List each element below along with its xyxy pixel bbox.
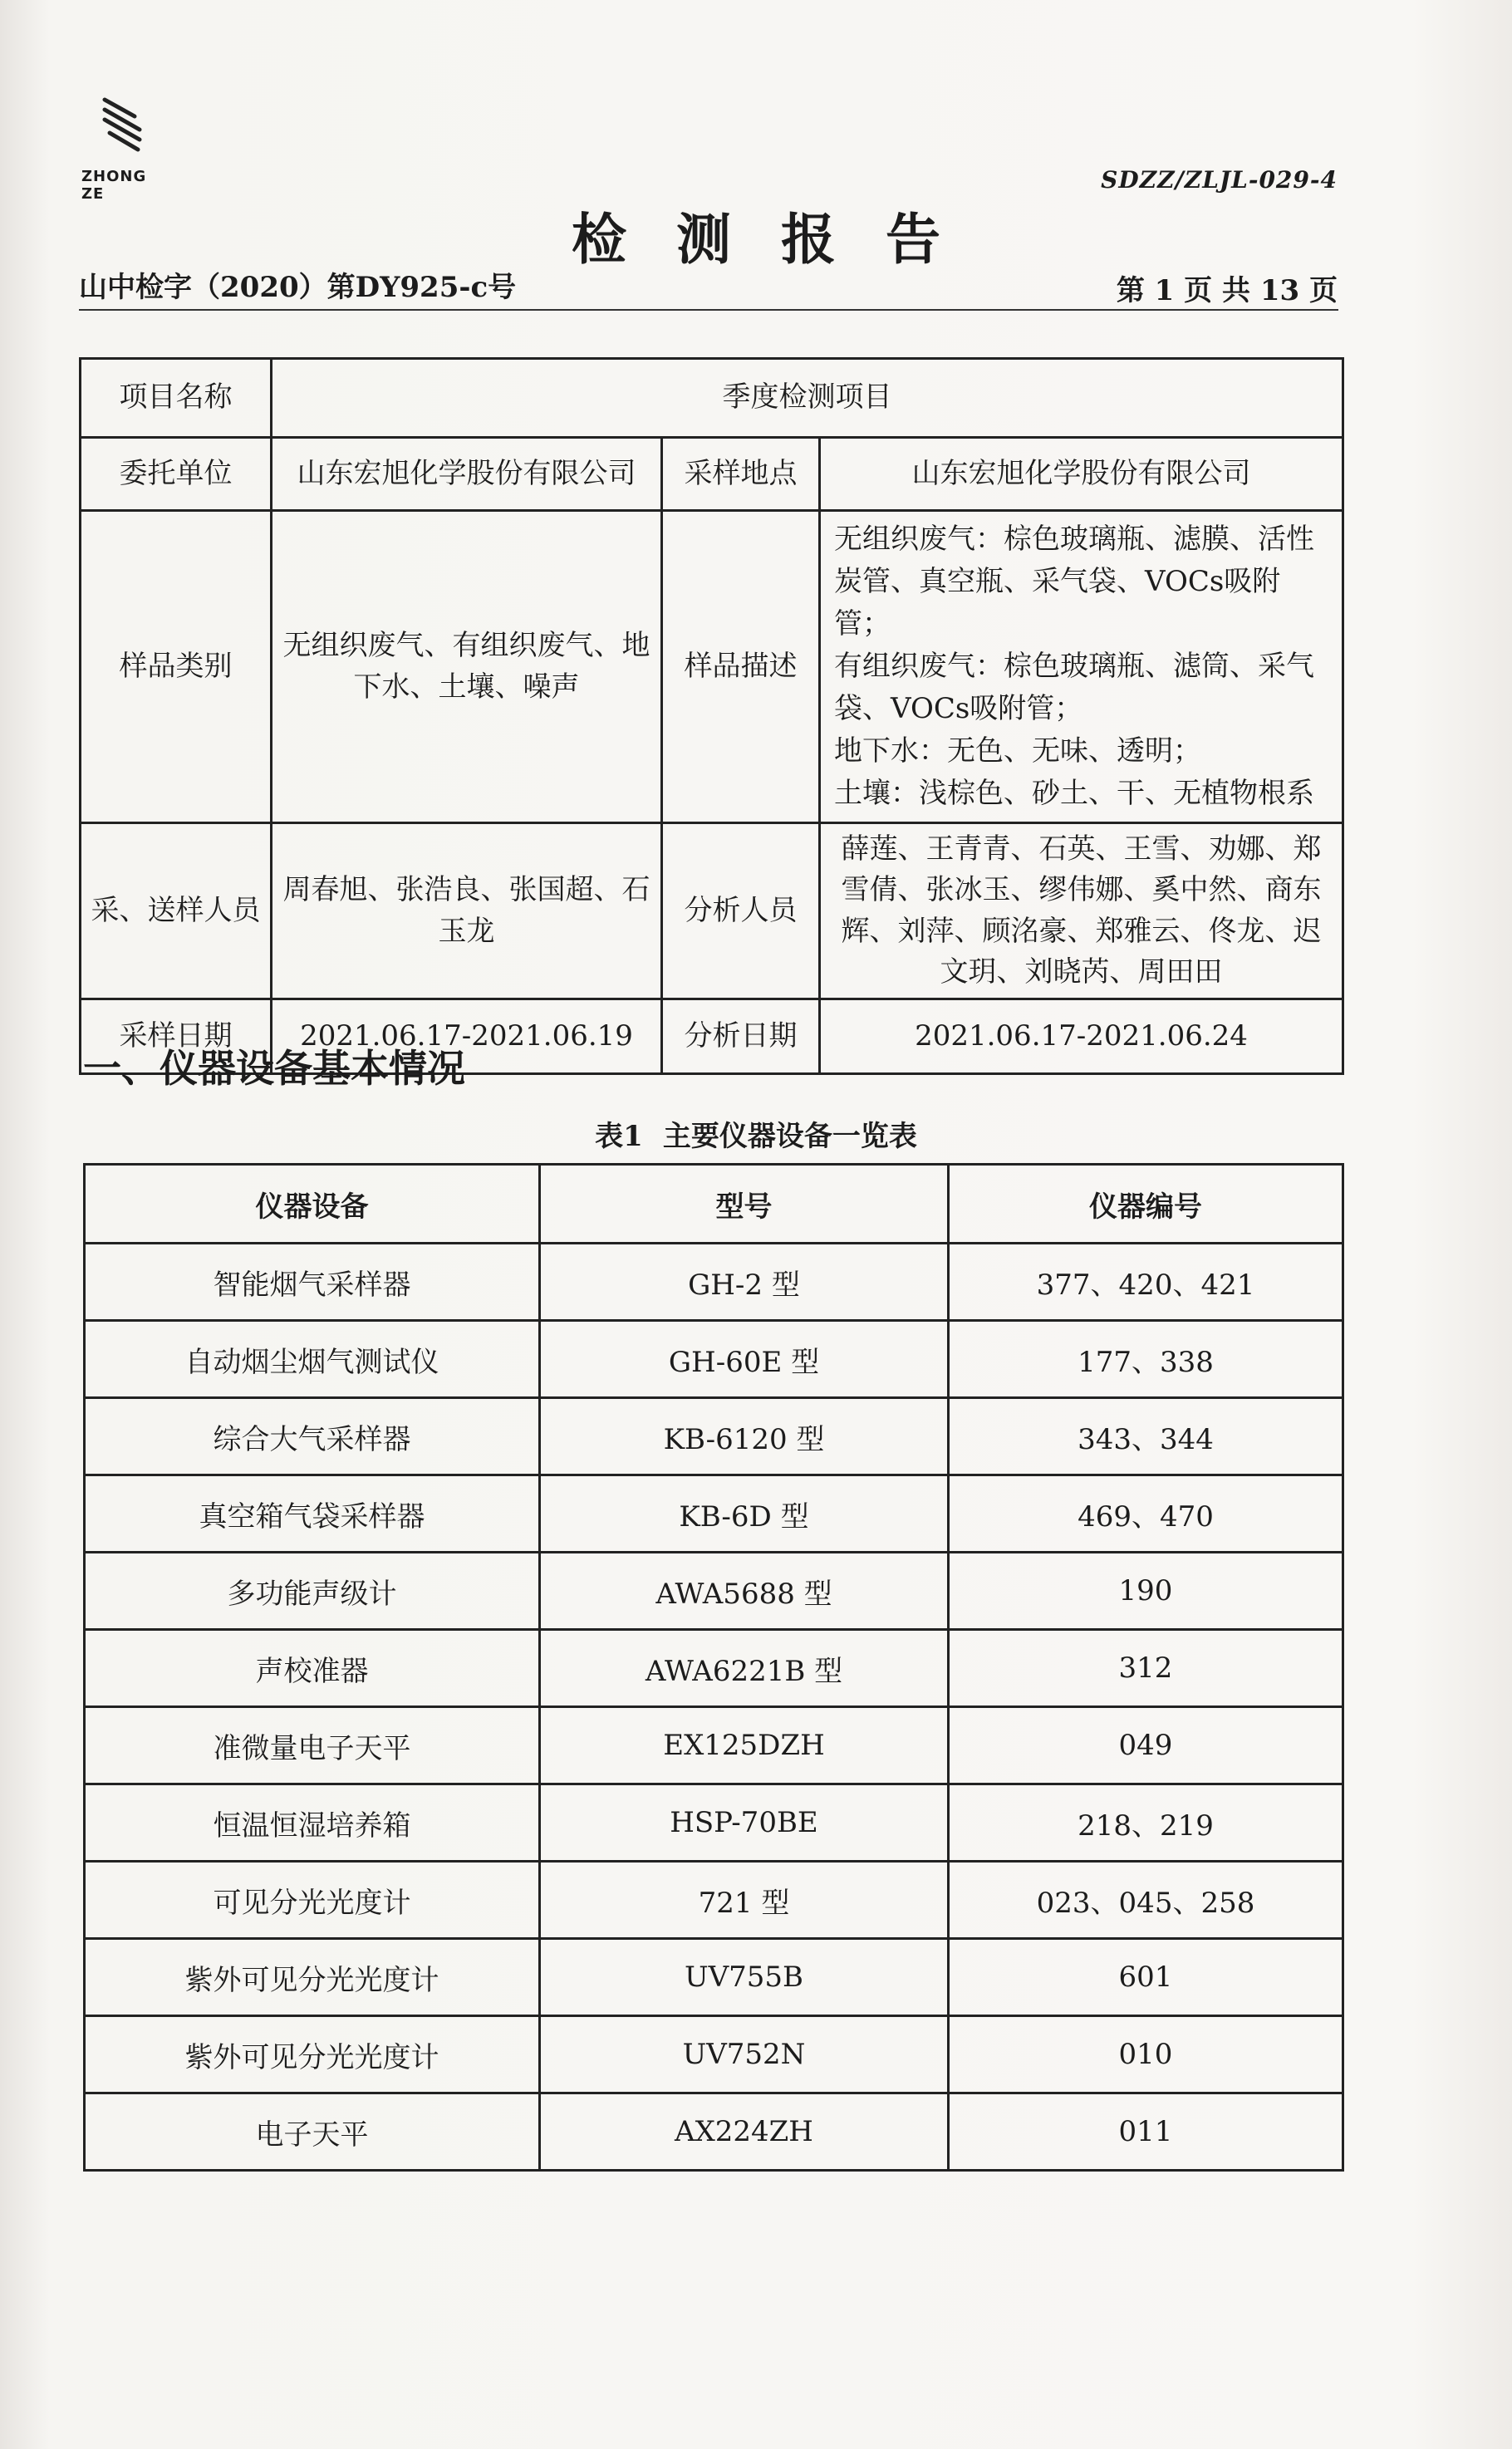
equipment-model: AWA6221B 型: [540, 1630, 949, 1707]
header-serial: 仪器编号: [949, 1165, 1343, 1244]
table-caption-number: 表1: [595, 1120, 643, 1153]
equipment-model: 721 型: [540, 1862, 949, 1939]
table-row: [85, 1244, 1343, 1321]
equipment-serial: 177、338: [949, 1321, 1343, 1398]
desc-line: 无组织废气：棕色玻璃瓶、滤膜、活性炭管、真空瓶、采气袋、VOCs吸附管；: [834, 523, 1314, 640]
project-name-value: 季度检测项目: [272, 359, 1343, 438]
equipment-name: 恒温恒湿培养箱: [85, 1784, 540, 1862]
equipment-model: UV752N: [540, 2016, 949, 2093]
equipment-model: GH-60E 型: [540, 1321, 949, 1398]
equipment-model: GH-2 型: [540, 1244, 949, 1321]
analysts-label: 分析人员: [662, 823, 820, 999]
category-label: 样品类别: [81, 511, 272, 823]
table-row: [85, 1707, 1343, 1784]
equipment-serial: 010: [949, 2016, 1343, 2093]
samplers-label: 采、送样人员: [81, 823, 272, 999]
site-label: 采样地点: [662, 438, 820, 511]
analysis-date-value: 2021.06.17-2021.06.24: [820, 999, 1343, 1074]
client-value: 山东宏旭化学股份有限公司: [272, 438, 662, 511]
report-number: 山中检字（2020）第DY925-c号: [79, 271, 517, 304]
equipment-serial: 343、344: [949, 1398, 1343, 1475]
table-caption: [0, 1113, 1512, 1154]
table-row: [85, 1553, 1343, 1630]
equipment-name: 自动烟尘烟气测试仪: [85, 1321, 540, 1398]
equipment-name: 紫外可见分光光度计: [85, 1939, 540, 2016]
equipment-table: [83, 1163, 1344, 2172]
header-equipment: 仪器设备: [85, 1165, 540, 1244]
equipment-serial: 011: [949, 2093, 1343, 2171]
equipment-model: KB-6D 型: [540, 1475, 949, 1553]
equipment-model: AX224ZH: [540, 2093, 949, 2171]
section-heading: 一、仪器设备基本情况: [83, 1046, 465, 1091]
report-info-table: [79, 357, 1344, 1075]
category-value: 无组织废气、有组织废气、地下水、土壤、噪声: [272, 511, 662, 823]
site-value: 山东宏旭化学股份有限公司: [820, 438, 1343, 511]
equipment-header-row: [85, 1165, 1343, 1244]
equipment-serial: 218、219: [949, 1784, 1343, 1862]
desc-label: 样品描述: [662, 511, 820, 823]
desc-value: [820, 511, 1343, 823]
table-row: [85, 1475, 1343, 1553]
equipment-serial: 190: [949, 1553, 1343, 1630]
equipment-name: 声校准器: [85, 1630, 540, 1707]
equipment-model: KB-6120 型: [540, 1398, 949, 1475]
client-label: 委托单位: [81, 438, 272, 511]
company-logo: [75, 91, 166, 203]
table-row: [85, 1939, 1343, 2016]
equipment-serial: 023、045、258: [949, 1862, 1343, 1939]
analysts-value: 薛莲、王青青、石英、王雪、劝娜、郑雪倩、张冰玉、缪伟娜、奚中然、商东辉、刘萍、顾洺豪、郑雅云、佟龙、迟文玥、刘晓芮、周田田: [820, 823, 1343, 999]
equipment-name: 电子天平: [85, 2093, 540, 2171]
equipment-name: 准微量电子天平: [85, 1707, 540, 1784]
equipment-serial: 601: [949, 1939, 1343, 2016]
logo-icon: [98, 91, 148, 158]
equipment-serial: 049: [949, 1707, 1343, 1784]
equipment-name: 紫外可见分光光度计: [85, 2016, 540, 2093]
document-code: SDZZ/ZLJL-029-4: [1101, 166, 1338, 194]
project-name-label: 项目名称: [81, 359, 272, 438]
table-caption-title: 主要仪器设备一览表: [662, 1120, 917, 1153]
equipment-name: 可见分光光度计: [85, 1862, 540, 1939]
equipment-name: 综合大气采样器: [85, 1398, 540, 1475]
samplers-value: 周春旭、张浩良、张国超、石玉龙: [272, 823, 662, 999]
equipment-serial: 377、420、421: [949, 1244, 1343, 1321]
table-row: [85, 2093, 1343, 2171]
equipment-serial: 312: [949, 1630, 1343, 1707]
header-model: 型号: [540, 1165, 949, 1244]
info-row-client: [81, 438, 1343, 511]
equipment-name: 多功能声级计: [85, 1553, 540, 1630]
logo-text: ZHONG ZE: [81, 168, 147, 203]
info-row-sample: [81, 511, 1343, 823]
info-row-project: [81, 359, 1343, 438]
table-row: [85, 1784, 1343, 1862]
equipment-model: UV755B: [540, 1939, 949, 2016]
equipment-model: EX125DZH: [540, 1707, 949, 1784]
page-title: 检测报告: [572, 207, 990, 272]
table-row: [85, 1630, 1343, 1707]
analysis-date-label: 分析日期: [662, 999, 820, 1074]
equipment-serial: 469、470: [949, 1475, 1343, 1553]
equipment-name: 智能烟气采样器: [85, 1244, 540, 1321]
header-divider: [79, 309, 1338, 311]
equipment-name: 真空箱气袋采样器: [85, 1475, 540, 1553]
sample-date-value: 2021.06.17-2021.06.19: [272, 999, 662, 1074]
desc-line: 地下水：无色、无味、透明；: [834, 734, 1201, 768]
equipment-model: HSP-70BE: [540, 1784, 949, 1862]
table-row: [85, 1398, 1343, 1475]
table-row: [85, 1321, 1343, 1398]
sample-date-label: 采样日期: [81, 999, 272, 1074]
table-row: [85, 2016, 1343, 2093]
page-number: 第 1 页 共 13 页: [1116, 274, 1338, 307]
equipment-model: AWA5688 型: [540, 1553, 949, 1630]
table-row: [85, 1862, 1343, 1939]
info-row-personnel: [81, 823, 1343, 999]
desc-line: 有组织废气：棕色玻璃瓶、滤筒、采气袋、VOCs吸附管；: [834, 650, 1314, 725]
desc-line: 土壤：浅棕色、砂土、干、无植物根系: [834, 777, 1314, 810]
